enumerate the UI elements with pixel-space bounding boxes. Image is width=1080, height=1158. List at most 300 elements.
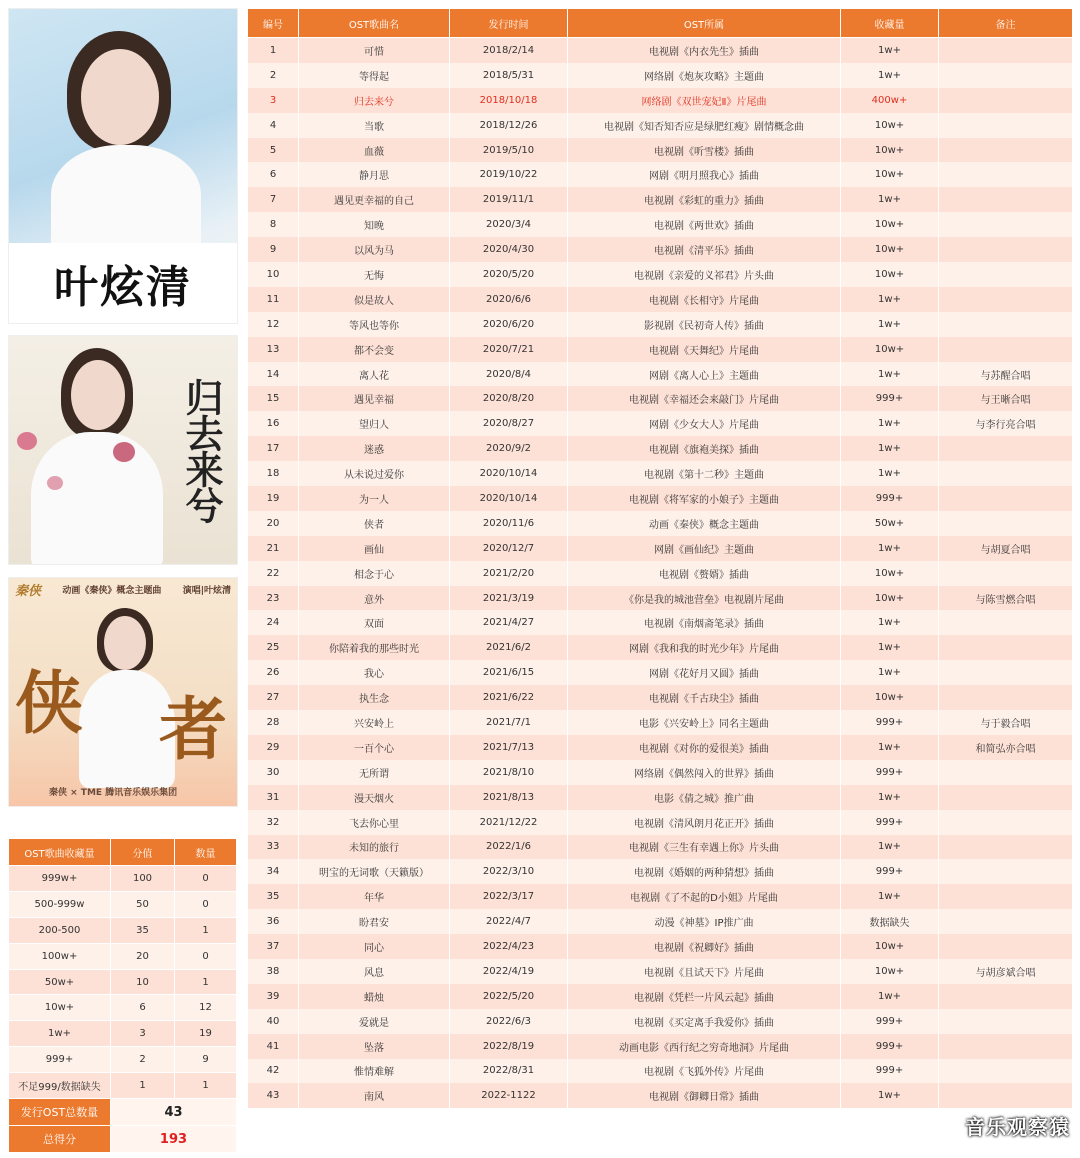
total-count-value: 43: [111, 1099, 237, 1126]
ost-note-cell: [939, 461, 1073, 486]
ost-source-cell: 电视剧《内衣先生》插曲: [568, 38, 841, 63]
artist-name: 叶炫清: [54, 262, 192, 313]
ost-source-cell: 电视剧《赘婿》插曲: [568, 561, 841, 586]
ost-favorites-cell: 999+: [841, 760, 939, 785]
ost-row: [248, 760, 1073, 785]
ost-note-cell: 与李行亮合唱: [939, 411, 1073, 436]
ost-date-cell: 2020/6/6: [450, 287, 568, 312]
ost-source-cell: 电视剧《天舞纪》片尾曲: [568, 337, 841, 362]
ost-date-cell: 2021/8/10: [450, 760, 568, 785]
ost-date-cell: 2020/8/4: [450, 362, 568, 387]
ost-header-row: [248, 9, 1073, 38]
ost-date-cell: 2018/10/18: [450, 88, 568, 113]
ost-song-cell: 意外: [299, 586, 450, 611]
ost-source-cell: 电视剧《旗袍美探》插曲: [568, 436, 841, 461]
ost-favorites-cell: 10w+: [841, 337, 939, 362]
ost-number-cell: 26: [248, 660, 299, 685]
score-count-cell: 0: [175, 891, 237, 917]
ost-song-cell: 迷惑: [299, 436, 450, 461]
ost-date-cell: 2020/10/14: [450, 461, 568, 486]
ost-row: [248, 984, 1073, 1009]
score-row: [9, 995, 237, 1021]
banner-char-1: 侠: [15, 664, 84, 744]
ost-date-cell: 2020/9/2: [450, 436, 568, 461]
ost-source-cell: 电视剧《知否知否应是绿肥红瘦》剧情概念曲: [568, 113, 841, 138]
ost-row: [248, 337, 1073, 362]
ost-favorites-cell: 1w+: [841, 436, 939, 461]
ost-source-cell: 电视剧《听雪楼》插曲: [568, 138, 841, 163]
ost-note-cell: [939, 1059, 1073, 1084]
banner-char-2: 者: [159, 690, 228, 770]
album-title: 归去来兮: [179, 378, 224, 522]
ost-date-cell: 2020/10/14: [450, 486, 568, 511]
ost-number-cell: 34: [248, 859, 299, 884]
score-header-row: [9, 839, 237, 866]
ost-row: [248, 212, 1073, 237]
ost-source-cell: 电视剧《凭栏一片风云起》插曲: [568, 984, 841, 1009]
ost-note-cell: [939, 162, 1073, 187]
score-row: [9, 866, 237, 892]
ost-song-cell: 画仙: [299, 536, 450, 561]
ost-date-cell: 2022/4/23: [450, 934, 568, 959]
ost-song-cell: 漫天烟火: [299, 785, 450, 810]
ost-date-cell: 2019/5/10: [450, 138, 568, 163]
score-range-cell: 50w+: [9, 969, 111, 995]
ost-favorites-cell: 50w+: [841, 511, 939, 536]
ost-number-cell: 23: [248, 586, 299, 611]
ost-header-source: OST所属: [568, 9, 841, 38]
ost-date-cell: 2022/3/17: [450, 884, 568, 909]
score-range-cell: 999+: [9, 1047, 111, 1073]
ost-song-cell: 归去来兮: [299, 88, 450, 113]
score-value-cell: 1: [111, 1073, 175, 1099]
ost-date-cell: 2020/7/21: [450, 337, 568, 362]
ost-number-cell: 4: [248, 113, 299, 138]
ost-source-cell: 电视剧《彩虹的重力》插曲: [568, 187, 841, 212]
ost-source-cell: 网剧《少女大人》片尾曲: [568, 411, 841, 436]
ost-song-cell: 兴安岭上: [299, 710, 450, 735]
score-value-cell: 2: [111, 1047, 175, 1073]
ost-song-cell: 似是故人: [299, 287, 450, 312]
ost-date-cell: 2021/6/2: [450, 635, 568, 660]
ost-favorites-cell: 999+: [841, 1059, 939, 1084]
ost-favorites-cell: 10w+: [841, 262, 939, 287]
ost-favorites-cell: 10w+: [841, 162, 939, 187]
ost-favorites-cell: 1w+: [841, 735, 939, 760]
ost-header-number: 编号: [248, 9, 299, 38]
ost-number-cell: 36: [248, 909, 299, 934]
ost-number-cell: 21: [248, 536, 299, 561]
ost-row: [248, 138, 1073, 163]
score-value-cell: 100: [111, 866, 175, 892]
ost-row: [248, 362, 1073, 387]
ost-row: [248, 959, 1073, 984]
ost-note-cell: [939, 63, 1073, 88]
score-count-cell: 12: [175, 995, 237, 1021]
ost-note-cell: [939, 138, 1073, 163]
banner-subtitle: 动画《秦侠》概念主题曲: [62, 585, 162, 596]
ost-song-cell: 血薇: [299, 138, 450, 163]
ost-source-cell: 动画《秦侠》概念主题曲: [568, 511, 841, 536]
ost-favorites-cell: 10w+: [841, 561, 939, 586]
ost-favorites-cell: 1w+: [841, 362, 939, 387]
ost-number-cell: 24: [248, 610, 299, 635]
score-count-cell: 0: [175, 866, 237, 892]
ost-number-cell: 6: [248, 162, 299, 187]
ost-note-cell: [939, 1034, 1073, 1059]
ost-song-cell: 蜡烛: [299, 984, 450, 1009]
ost-note-cell: [939, 337, 1073, 362]
ost-note-cell: [939, 511, 1073, 536]
ost-date-cell: 2022/4/19: [450, 959, 568, 984]
ost-table: [247, 8, 1073, 1108]
ost-row: [248, 436, 1073, 461]
ost-source-cell: 电视剧《婚姻的两种猜想》插曲: [568, 859, 841, 884]
score-range-cell: 10w+: [9, 995, 111, 1021]
ost-date-cell: 2021/12/22: [450, 810, 568, 835]
ost-number-cell: 14: [248, 362, 299, 387]
ost-song-cell: 静月思: [299, 162, 450, 187]
ost-date-cell: 2018/2/14: [450, 38, 568, 63]
ost-row: [248, 934, 1073, 959]
ost-song-cell: 遇见更幸福的自己: [299, 187, 450, 212]
score-range-cell: 不足999/数据缺失: [9, 1073, 111, 1099]
ost-source-cell: 电视剧《对你的爱很美》插曲: [568, 735, 841, 760]
ost-number-cell: 17: [248, 436, 299, 461]
total-score-value: 193: [111, 1126, 237, 1153]
score-range-cell: 200-500: [9, 917, 111, 943]
ost-favorites-cell: 1w+: [841, 835, 939, 860]
ost-favorites-cell: 1w+: [841, 884, 939, 909]
ost-source-cell: 电视剧《两世欢》插曲: [568, 212, 841, 237]
ost-note-cell: [939, 909, 1073, 934]
ost-row: [248, 1059, 1073, 1084]
ost-number-cell: 13: [248, 337, 299, 362]
ost-date-cell: 2020/11/6: [450, 511, 568, 536]
ost-source-cell: 电视剧《祝卿好》插曲: [568, 934, 841, 959]
flower-icon: [47, 476, 63, 490]
ost-row: [248, 561, 1073, 586]
ost-note-cell: [939, 113, 1073, 138]
ost-song-cell: 一百个心: [299, 735, 450, 760]
ost-favorites-cell: 1w+: [841, 187, 939, 212]
score-value-cell: 20: [111, 943, 175, 969]
ost-number-cell: 11: [248, 287, 299, 312]
ost-source-cell: 电视剧《长相守》片尾曲: [568, 287, 841, 312]
ost-row: [248, 909, 1073, 934]
ost-number-cell: 30: [248, 760, 299, 785]
score-value-cell: 3: [111, 1021, 175, 1047]
score-row: [9, 917, 237, 943]
ost-source-cell: 动漫《神墓》IP推广曲: [568, 909, 841, 934]
ost-song-cell: 无所谓: [299, 760, 450, 785]
ost-number-cell: 1: [248, 38, 299, 63]
ost-favorites-cell: 1w+: [841, 1083, 939, 1108]
score-value-cell: 35: [111, 917, 175, 943]
ost-note-cell: 与陈雪燃合唱: [939, 586, 1073, 611]
ost-number-cell: 38: [248, 959, 299, 984]
ost-row: [248, 411, 1073, 436]
ost-date-cell: 2018/5/31: [450, 63, 568, 88]
ost-note-cell: [939, 785, 1073, 810]
ost-source-cell: 电视剧《幸福还会来敲门》片尾曲: [568, 386, 841, 411]
ost-date-cell: 2022/1/6: [450, 835, 568, 860]
artist-portrait: [8, 8, 238, 324]
ost-favorites-cell: 10w+: [841, 586, 939, 611]
ost-date-cell: 2021/7/1: [450, 710, 568, 735]
ost-date-cell: 2022/6/3: [450, 1009, 568, 1034]
score-header-cell: 数量: [175, 839, 237, 866]
ost-date-cell: 2021/4/27: [450, 610, 568, 635]
ost-date-cell: 2019/10/22: [450, 162, 568, 187]
ost-source-cell: 电视剧《亲爱的义祁君》片头曲: [568, 262, 841, 287]
ost-note-cell: [939, 610, 1073, 635]
ost-song-cell: 同心: [299, 934, 450, 959]
ost-favorites-cell: 999+: [841, 1009, 939, 1034]
ost-row: [248, 859, 1073, 884]
ost-song-cell: 未知的旅行: [299, 835, 450, 860]
ost-source-cell: 《你是我的城池营垒》电视剧片尾曲: [568, 586, 841, 611]
ost-date-cell: 2022/4/7: [450, 909, 568, 934]
ost-song-cell: 执生念: [299, 685, 450, 710]
ost-source-cell: 网剧《花好月又圆》插曲: [568, 660, 841, 685]
ost-row: [248, 237, 1073, 262]
ost-row: [248, 710, 1073, 735]
portrait-face: [81, 49, 159, 145]
ost-song-cell: 双面: [299, 610, 450, 635]
ost-note-cell: [939, 38, 1073, 63]
ost-header-note: 备注: [939, 9, 1073, 38]
ost-number-cell: 32: [248, 810, 299, 835]
ost-number-cell: 12: [248, 312, 299, 337]
score-value-cell: 6: [111, 995, 175, 1021]
album-cover: [8, 335, 238, 565]
ost-number-cell: 18: [248, 461, 299, 486]
ost-number-cell: 7: [248, 187, 299, 212]
ost-row: [248, 1034, 1073, 1059]
ost-note-cell: [939, 635, 1073, 660]
ost-number-cell: 15: [248, 386, 299, 411]
ost-source-cell: 网络剧《偶然闯入的世界》插曲: [568, 760, 841, 785]
ost-row: [248, 262, 1073, 287]
ost-note-cell: 与胡彦斌合唱: [939, 959, 1073, 984]
ost-note-cell: [939, 436, 1073, 461]
ost-source-cell: 电视剧《清平乐》插曲: [568, 237, 841, 262]
score-table: [8, 838, 237, 1153]
ost-date-cell: 2022/5/20: [450, 984, 568, 1009]
ost-song-cell: 南风: [299, 1083, 450, 1108]
ost-favorites-cell: 999+: [841, 486, 939, 511]
ost-source-cell: 电视剧《清风朗月花正开》插曲: [568, 810, 841, 835]
ost-row: [248, 386, 1073, 411]
ost-note-cell: [939, 1009, 1073, 1034]
ost-source-cell: 电视剧《了不起的D小姐》片尾曲: [568, 884, 841, 909]
ost-source-cell: 电视剧《飞狐外传》片尾曲: [568, 1059, 841, 1084]
ost-note-cell: [939, 262, 1073, 287]
ost-song-cell: 遇见幸福: [299, 386, 450, 411]
ost-song-cell: 以风为马: [299, 237, 450, 262]
score-row: [9, 943, 237, 969]
ost-number-cell: 42: [248, 1059, 299, 1084]
score-range-cell: 1w+: [9, 1021, 111, 1047]
ost-favorites-cell: 999+: [841, 859, 939, 884]
ost-date-cell: 2020/8/20: [450, 386, 568, 411]
ost-source-cell: 电视剧《且试天下》片尾曲: [568, 959, 841, 984]
ost-source-cell: 网剧《画仙纪》主题曲: [568, 536, 841, 561]
ost-song-cell: 爱就是: [299, 1009, 450, 1034]
ost-note-cell: [939, 859, 1073, 884]
cover-dress: [31, 432, 163, 565]
score-range-cell: 999w+: [9, 866, 111, 892]
ost-row: [248, 635, 1073, 660]
ost-favorites-cell: 1w+: [841, 635, 939, 660]
score-count-cell: 9: [175, 1047, 237, 1073]
total-score-row: [9, 1126, 237, 1153]
banner-singer: 演唱|叶炫清: [182, 585, 231, 596]
ost-song-cell: 等得起: [299, 63, 450, 88]
ost-note-cell: [939, 561, 1073, 586]
ost-source-cell: 网剧《明月照我心》插曲: [568, 162, 841, 187]
ost-date-cell: 2022-1122: [450, 1083, 568, 1108]
ost-song-cell: 知晚: [299, 212, 450, 237]
ost-number-cell: 19: [248, 486, 299, 511]
ost-header-song: OST歌曲名: [299, 9, 450, 38]
ost-song-cell: 明宝的无词歌（天籁版）: [299, 859, 450, 884]
ost-number-cell: 9: [248, 237, 299, 262]
ost-row: [248, 685, 1073, 710]
score-row: [9, 969, 237, 995]
total-count-row: [9, 1099, 237, 1126]
ost-row: [248, 511, 1073, 536]
ost-row: [248, 586, 1073, 611]
ost-source-cell: 动画电影《西行纪之穷奇地洞》片尾曲: [568, 1034, 841, 1059]
total-count-label: 发行OST总数量: [9, 1099, 111, 1126]
ost-note-cell: [939, 760, 1073, 785]
ost-note-cell: [939, 486, 1073, 511]
ost-date-cell: 2020/5/20: [450, 262, 568, 287]
ost-favorites-cell: 999+: [841, 1034, 939, 1059]
watermark: 音乐观察猿: [965, 1115, 1070, 1139]
ost-row: [248, 536, 1073, 561]
score-range-cell: 500-999w: [9, 891, 111, 917]
ost-row: [248, 810, 1073, 835]
ost-note-cell: [939, 934, 1073, 959]
ost-row: [248, 486, 1073, 511]
ost-number-cell: 35: [248, 884, 299, 909]
ost-row: [248, 113, 1073, 138]
ost-song-cell: 风息: [299, 959, 450, 984]
ost-song-cell: 坠落: [299, 1034, 450, 1059]
ost-number-cell: 25: [248, 635, 299, 660]
banner-logo: 秦侠: [15, 583, 42, 599]
ost-song-cell: 望归人: [299, 411, 450, 436]
ost-song-cell: 我心: [299, 660, 450, 685]
ost-source-cell: 影视剧《民初奇人传》插曲: [568, 312, 841, 337]
ost-favorites-cell: 999+: [841, 710, 939, 735]
ost-date-cell: 2021/8/13: [450, 785, 568, 810]
score-count-cell: 19: [175, 1021, 237, 1047]
score-count-cell: 1: [175, 969, 237, 995]
ost-note-cell: [939, 835, 1073, 860]
ost-note-cell: 和简弘亦合唱: [939, 735, 1073, 760]
ost-favorites-cell: 1w+: [841, 287, 939, 312]
ost-note-cell: [939, 685, 1073, 710]
ost-row: [248, 835, 1073, 860]
ost-song-cell: 飞去你心里: [299, 810, 450, 835]
ost-number-cell: 8: [248, 212, 299, 237]
ost-date-cell: 2019/11/1: [450, 187, 568, 212]
ost-source-cell: 电视剧《买定离手我爱你》插曲: [568, 1009, 841, 1034]
cover-face: [71, 360, 125, 430]
ost-favorites-cell: 10w+: [841, 212, 939, 237]
ost-song-cell: 从未说过爱你: [299, 461, 450, 486]
ost-source-cell: 电视剧《千古玦尘》插曲: [568, 685, 841, 710]
ost-number-cell: 37: [248, 934, 299, 959]
ost-number-cell: 16: [248, 411, 299, 436]
ost-row: [248, 610, 1073, 635]
ost-note-cell: [939, 810, 1073, 835]
ost-favorites-cell: 1w+: [841, 411, 939, 436]
ost-note-cell: 与苏醒合唱: [939, 362, 1073, 387]
ost-number-cell: 10: [248, 262, 299, 287]
ost-note-cell: [939, 984, 1073, 1009]
ost-source-cell: 电影《倩之城》推广曲: [568, 785, 841, 810]
ost-date-cell: 2022/8/31: [450, 1059, 568, 1084]
ost-number-cell: 2: [248, 63, 299, 88]
ost-date-cell: 2018/12/26: [450, 113, 568, 138]
ost-number-cell: 29: [248, 735, 299, 760]
ost-favorites-cell: 999+: [841, 386, 939, 411]
ost-song-cell: 无悔: [299, 262, 450, 287]
ost-source-cell: 电影《兴安岭上》同名主题曲: [568, 710, 841, 735]
ost-header-date: 发行时间: [450, 9, 568, 38]
ost-source-cell: 网络剧《炮灰攻略》主题曲: [568, 63, 841, 88]
ost-favorites-cell: 1w+: [841, 461, 939, 486]
ost-number-cell: 3: [248, 88, 299, 113]
ost-note-cell: [939, 187, 1073, 212]
ost-row: [248, 884, 1073, 909]
ost-favorites-cell: 10w+: [841, 685, 939, 710]
score-count-cell: 1: [175, 917, 237, 943]
ost-favorites-cell: 10w+: [841, 237, 939, 262]
ost-song-cell: 离人花: [299, 362, 450, 387]
score-value-cell: 10: [111, 969, 175, 995]
ost-row: [248, 38, 1073, 63]
ost-note-cell: [939, 312, 1073, 337]
ost-date-cell: 2021/3/19: [450, 586, 568, 611]
ost-song-cell: 惟情难解: [299, 1059, 450, 1084]
score-header-cell: OST歌曲收藏量: [9, 839, 111, 866]
ost-note-cell: 与于毅合唱: [939, 710, 1073, 735]
ost-source-cell: 电视剧《三生有幸遇上你》片头曲: [568, 835, 841, 860]
ost-note-cell: [939, 660, 1073, 685]
ost-date-cell: 2022/3/10: [450, 859, 568, 884]
artist-name-plate: [9, 243, 237, 323]
score-header-cell: 分值: [111, 839, 175, 866]
ost-song-cell: 盼君安: [299, 909, 450, 934]
ost-song-cell: 相念于心: [299, 561, 450, 586]
ost-favorites-cell: 1w+: [841, 660, 939, 685]
ost-header-favorites: 收藏量: [841, 9, 939, 38]
ost-source-cell: 网络剧《双世宠妃Ⅱ》片尾曲: [568, 88, 841, 113]
ost-favorites-cell: 1w+: [841, 38, 939, 63]
ost-favorites-cell: 400w+: [841, 88, 939, 113]
flower-icon: [113, 442, 135, 462]
ost-favorites-cell: 10w+: [841, 959, 939, 984]
ost-number-cell: 5: [248, 138, 299, 163]
ost-number-cell: 41: [248, 1034, 299, 1059]
ost-number-cell: 27: [248, 685, 299, 710]
